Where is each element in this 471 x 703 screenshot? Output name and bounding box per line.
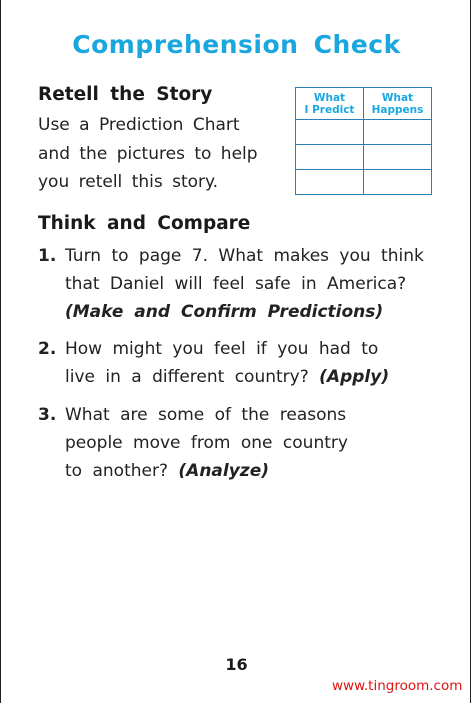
question-line-with-tag	[65, 457, 348, 485]
question-body	[65, 242, 424, 326]
question-line: that Daniel will feel safe in America?	[65, 274, 407, 294]
prediction-chart-row	[296, 120, 432, 145]
question-line: How might you feel if you had to	[65, 339, 379, 359]
watermark-url[interactable]: www.tingroom.com	[332, 678, 463, 694]
column-what-i-predict	[296, 88, 364, 120]
column-header-line: Happens	[371, 103, 424, 116]
column-header-line: What	[313, 91, 346, 104]
chart-cell	[364, 120, 432, 145]
chart-cell	[296, 170, 364, 195]
question-line: to another?	[65, 461, 168, 481]
retell-heading: Retell the Story	[38, 84, 213, 105]
question-line: Turn to page 7. What makes you think	[65, 246, 424, 266]
question-skill-tag: (Analyze)	[178, 461, 269, 481]
page-number: 16	[225, 655, 248, 674]
question-body	[65, 335, 389, 391]
column-header-line: I Predict	[304, 103, 355, 116]
chart-cell	[364, 170, 432, 195]
prediction-chart-row	[296, 170, 432, 195]
prediction-chart-header	[296, 88, 432, 120]
prediction-chart	[295, 87, 432, 195]
question-skill-tag: (Make and Confirm Predictions)	[65, 302, 384, 322]
prediction-chart-row	[296, 145, 432, 170]
retell-line-1: Use a Prediction Chart	[38, 115, 240, 135]
question-skill-tag: (Apply)	[319, 367, 390, 387]
question-number: 2.	[38, 339, 57, 359]
question-number: 3.	[38, 405, 57, 425]
column-what-happens	[364, 88, 432, 120]
think-compare-heading: Think and Compare	[38, 213, 251, 234]
retell-instructions	[38, 111, 278, 197]
chart-cell	[296, 120, 364, 145]
question-number: 1.	[38, 246, 57, 266]
question-line: people move from one country	[65, 433, 348, 453]
question-body	[65, 401, 348, 485]
retell-line-3: you retell this story.	[38, 172, 219, 192]
page-title: Comprehension Check	[72, 30, 401, 59]
chart-cell	[296, 145, 364, 170]
retell-line-2: and the pictures to help	[38, 143, 258, 164]
column-header-line: What	[381, 91, 414, 104]
chart-cell	[364, 145, 432, 170]
question-line: live in a different country?	[65, 367, 309, 387]
question-line-with-tag	[65, 363, 389, 391]
question-line: What are some of the reasons	[65, 405, 347, 425]
